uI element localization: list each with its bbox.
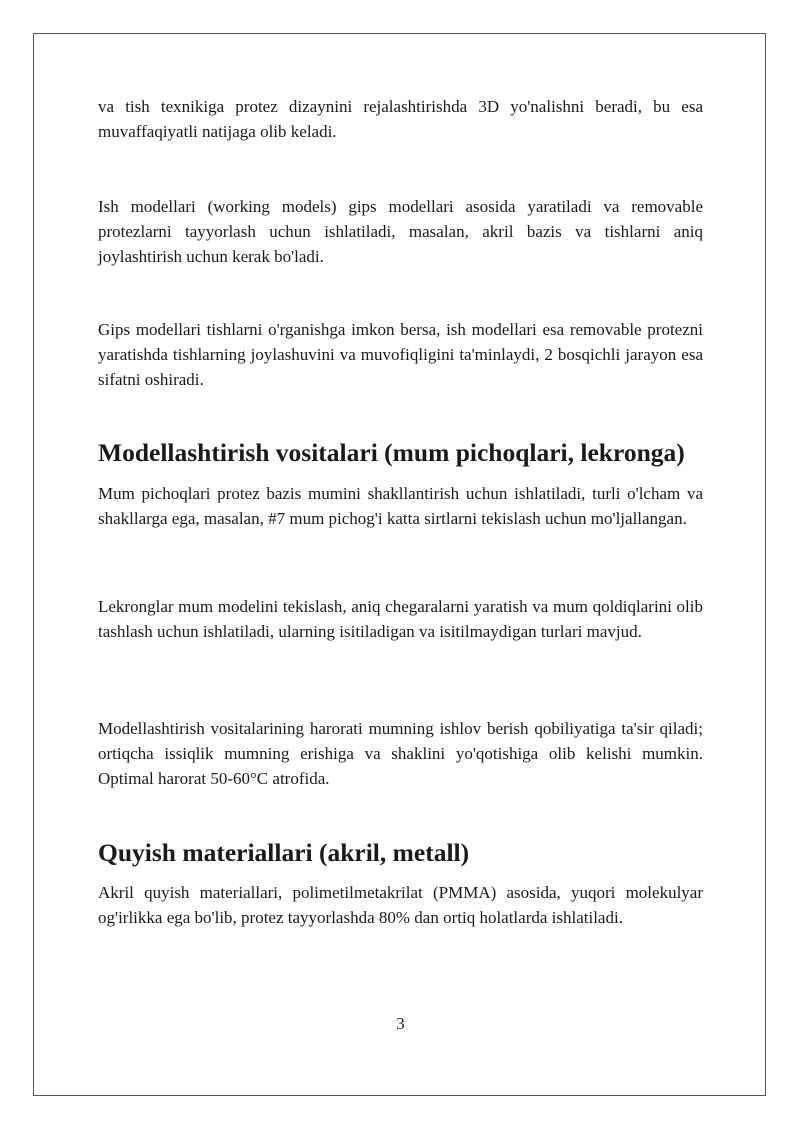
paragraph-lecrons: Lekronglar mum modelini tekislash, aniq chegaralarni yaratish va mum qoldiqlarini olib tashlash uchun ishlatiladi, ularning isitiladigan va isitilmaydigan turlari mavjud. <box>98 597 703 641</box>
paragraph-working-models: Ish modellari (working models) gips modellari asosida yaratiladi va removable protezlarni tayyorlash uchun ishlatiladi, masalan, akril bazis va tishlarni aniq joylashtirish uchun kerak bo'ladi. <box>98 197 703 266</box>
paragraph-gypsum-models: Gips modellari tishlarni o'rganishga imkon bersa, ish modellari esa removable protezni yaratishda tishlarning joylashuvini va muvofiqligini ta'minlaydi, 2 bosqichli jarayon esa sifatni oshiradi. <box>98 320 703 389</box>
paragraph-acrylic-casting: Akril quyish materiallari, polimetilmetakrilat (PMMA) asosida, yuqori molekulyar og'irlikka ega bo'lib, protez tayyorlashda 80% dan ortiq holatlarda ishlatiladi. <box>98 883 703 927</box>
document-page <box>33 33 766 1096</box>
paragraph-wax-knives: Mum pichoqlari protez bazis mumini shakllantirish uchun ishlatiladi, turli o'lcham va shakllarga ega, masalan, #7 mum pichog'i katta sirtlarni tekislash uchun mo'ljallangan. <box>98 484 703 528</box>
page-number: 3 <box>396 1014 405 1033</box>
heading-modelling-tools: Modellashtirish vositalari (mum pichoqlari, lekronga) <box>98 438 685 467</box>
paragraph-tool-temperature: Modellashtirish vositalarining harorati mumning ishlov berish qobiliyatiga ta'sir qiladi; ortiqcha issiqlik mumning erishiga va shaklini yo'qotishiga olib kelishi mumkin. Optimal harorat 50-60°C atrofida. <box>98 719 703 788</box>
heading-casting-materials: Quyish materiallari (akril, metall) <box>98 838 470 867</box>
paragraph-intro-continuation: va tish texnikiga protez dizaynini rejalashtirishda 3D yo'nalishni beradi, bu esa muvaffaqiyatli natijaga olib keladi. <box>98 97 703 141</box>
